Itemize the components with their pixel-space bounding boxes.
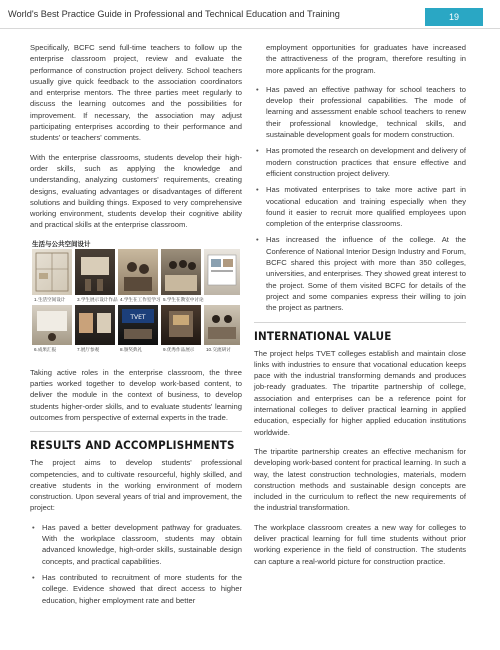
page-header <box>0 0 500 29</box>
figure-caption: 6.成果汇报 <box>34 346 57 352</box>
figure-caption: 1.生活空间设计 <box>34 296 66 302</box>
right-column <box>254 42 466 575</box>
bullet-list <box>30 522 242 606</box>
figure-caption: 5.学生在教室中讨论 <box>163 296 204 302</box>
photo-floorplan <box>32 249 72 295</box>
photo-showcase <box>161 305 201 345</box>
list-item: • Has motivated enterprises to take more active part in vocational education and training especially when they found it easier to recruit more qualified employees upon completion of the enterprise classrooms. <box>254 184 466 229</box>
figure-caption: 9.优秀作品展示 <box>163 346 195 352</box>
photo-award-ceremony <box>118 305 158 345</box>
section-heading: RESULTS AND ACCOMPLISHMENTS <box>30 438 235 453</box>
photo-classroom-display <box>75 249 115 295</box>
paragraph: Specifically, BCFC send full-time teachers to follow up the enterprise classroom project, review and evaluate the performance of construction project delivery. School teachers usually give quick feedback to the association coordinators and enterprise mentors. The three parties meet regularly to discuss the learning outcomes and the possibilities for improvement. If necessary, the association may adjust participating enterprises according to their performance and students' or teachers' comments. <box>30 43 242 143</box>
paragraph: With the enterprise classrooms, students develop their high-order skills, such as applying the knowledge and understanding, analyzing customers' requirements, creating designs, evaluating advantages or disadvantages of different solutions and building things. Exposed to very comprehensive working environment, students develop their cognitive ability and practical skills at the enterprise classroom. <box>30 152 242 230</box>
paragraph-continued: employment opportunities for graduates have increased the attractiveness of the program, therefore resulting in more applicants for the program. <box>266 43 466 75</box>
photo-seminar <box>204 305 240 345</box>
figure-caption: 8.颁奖典礼 <box>120 346 143 352</box>
bullet-list <box>254 84 466 314</box>
figure-title: 生活与公共空间设计 <box>32 240 91 248</box>
section-divider <box>254 322 466 323</box>
photo-display-board <box>204 249 240 295</box>
figure-caption: 10.交流研讨 <box>206 346 231 352</box>
figure-caption: 4.学生在工作室学习 <box>120 296 161 302</box>
paragraph: The project aims to develop students' professional competencies, and to cultivate resourceful, highly skilled, and creative students in the working environment of modern construction. Upon several years of trial and improvement, the project: <box>30 458 242 513</box>
photo-students-discussion <box>161 249 201 295</box>
list-item: • Has paved an effective pathway for school teachers to develop their professional capabilities. The mode of learning and assessment enable school teachers to renew their professional knowledge, technical skills, and sustainable development goals for modern construction. <box>254 84 466 140</box>
figure-caption: 3.学生展示设计作品 <box>77 296 118 302</box>
paragraph: The tripartite partnership creates an effective mechanism for developing work-based content for practical learning. In such a way, the latest construction technologies, materials, modern construction methods and sustainable design concepts are included in the curriculum to reflect the new requirements of the industrial transformation. <box>254 446 466 513</box>
list-item: • Has promoted the research on development and delivery of modern construction practices that ensure effective and efficient construction project delivery. <box>254 145 466 179</box>
left-column <box>30 42 242 614</box>
list-item: • Has contributed to recruitment of more students for the college. Evidence showed that direct access to higher education, higher employment rate and better <box>30 572 242 606</box>
paragraph: The project helps TVET colleges establish and maintain close links with industries to ensure that vocational education keeps pace with the industrial transforming demands and produces job-ready graduates. The tripartite partnership of college, association and enterprises can be a reference point for international colleges to deliver practical learning in applied education, especially for higher applied education institutions worldwide. <box>254 348 466 437</box>
svg-text:TVET: TVET <box>130 313 146 321</box>
paragraph: Taking active roles in the enterprise classroom, the three parties worked together to develop work-based content, to deliver the module in the context of business, to develop students higher-order skills, and to evaluate students' learning outcomes from perspective of external experts in the trade. <box>30 367 242 422</box>
figure-caption: 7.展厅参观 <box>77 346 100 352</box>
photo-exhibition <box>75 305 115 345</box>
paragraph: The workplace classroom creates a new way for colleges to deliver practical learning for full time students without prior working experience in the field of construction. The students can capture a real-world picture for construction practice. <box>254 522 466 566</box>
photo-collage-figure <box>30 239 242 357</box>
list-item: • Has increased the influence of the college. At the Conference of National Interior Design Industry and Forum, BCFC shared this project with more than 350 colleges, universities, and enterprises. They showed great interest to the project. Some of them visited BCFC for details of the project and some companies express their willing to join the project as partners. <box>254 234 466 313</box>
list-item: • Has paved a better development pathway for graduates. With the workplace classroom, students may obtain advanced knowledge, high-order skills, sustainable design concepts, and practical capabilities. <box>30 522 242 567</box>
section-divider <box>30 431 242 432</box>
page-number-badge: 19 <box>425 8 483 26</box>
section-heading: INTERNATIONAL VALUE <box>254 328 392 343</box>
header-title: World's Best Practice Guide in Professional and Technical Education and Training <box>8 9 340 19</box>
photo-students-studio <box>118 249 158 295</box>
photo-report <box>32 305 72 345</box>
